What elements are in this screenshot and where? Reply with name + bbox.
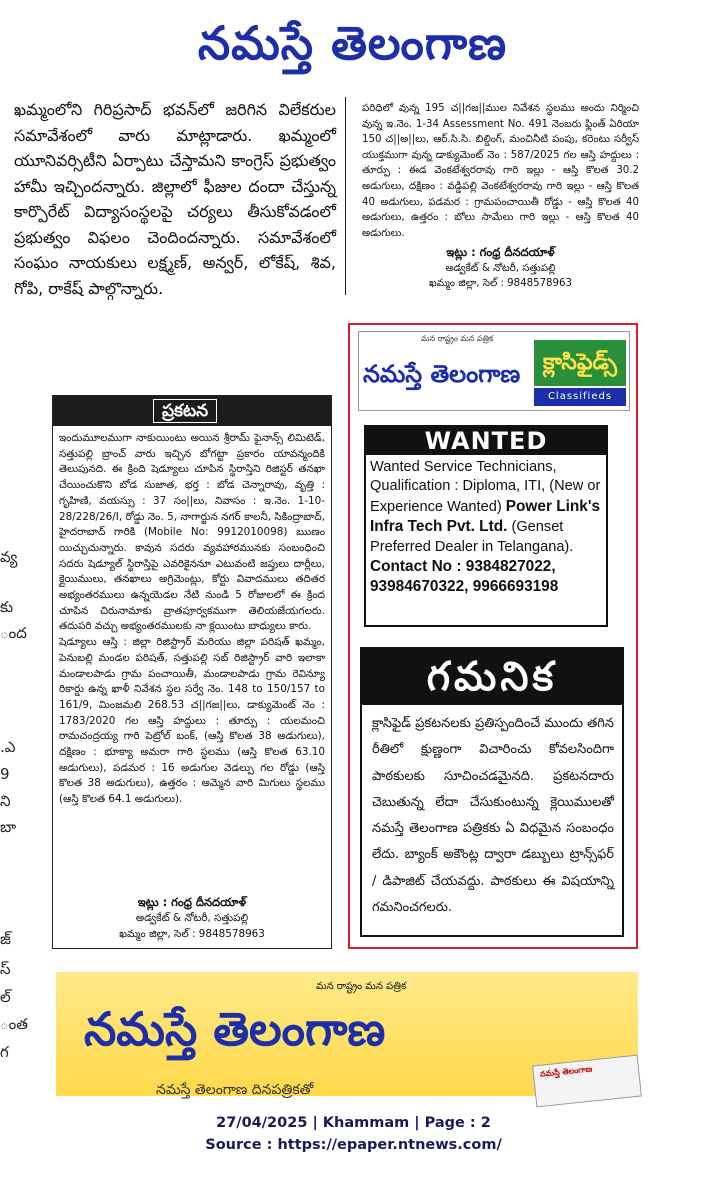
margin-fragment: ల్	[0, 988, 11, 1006]
signature-name: ఇట్లు : గంధ్ర దీనదయాళ్	[446, 245, 555, 259]
wanted-body	[370, 458, 606, 598]
property-notice-text: పరిధిలో వున్న 195 చ||గజ||ముల నివేశన స్థలము అందు నిర్మించి వున్న ఇ.నెం. 1-34 Assessment No. 491 నెంబరు ఫ్లింత్ ఏరియా 150 చ||అ||లు, ఆర్.సి.సి. బిల్డింగ్, మంచినీటి పంపు, కరెంటు సర్వీస్ యుక్తముగా వున్న డాక్యుమెంట్ నెం : 587/2025 గల ఆస్తి హద్దులు : తూర్పు : ఈడ వెంకటేశ్వరరావు గారి ఇల్లు - ఆస్తి కొలత 30.2 అడుగులు, దక్షిణం : వడ్డిపల్లి వెంకటేశ్వరరావు గారి ఇల్లు - ఆస్తి కొలత 40 అడుగులు, పడమర : గ్రామపంచాయితీ రోడ్డు - ఆస్తి కొలత 40 అడుగులు, ఉత్తరం : బోలు సామేలు గారి ఇల్లు - ఆస్తి కొలత 40 అడుగులు.	[362, 103, 639, 239]
logo-classifieds-english: Classifieds	[534, 388, 626, 406]
signature-name: ఇట్లు : గంధ్ర దీనదయాళ్	[137, 895, 247, 909]
wanted-company: Power Link's Infra Tech Pvt. Ltd.	[370, 497, 601, 536]
wanted-heading: WANTED	[366, 427, 606, 455]
prakatana-heading-bar	[53, 396, 331, 426]
newspaper-image	[532, 1055, 642, 1108]
article-paragraph: ఖమ్మంలోని గిరిప్రసాద్ భవన్‌లో జరిగిన విలేకరుల సమావేశంలో వారు మాట్లాడారు. ఖమ్మంలో యూనివర్సిటీని ఏర్పాటు చేస్తామని కాంగ్రెస్ ప్రభుత్వం హామీ ఇచ్చిందన్నారు. జిల్లాలో ఫీజుల దందా చేస్తున్న కార్పొరేట్ విద్యాసంస్థలపై చర్యలు తీసుకోవడంలో ప్రభుత్వం విఫలం చెందిందన్నారు. సమావేశంలో సంఘం నాయకులు లక్ష్మణ్, అన్వర్, లోకేష్, శివ, గోపి, రాకేష్ పాల్గొన్నారు.	[14, 100, 336, 298]
margin-fragment: బా	[0, 818, 17, 836]
margin-fragment: ని	[0, 792, 11, 810]
wanted-contact: Contact No : 9384827022, 93984670322, 9966693198	[370, 558, 559, 596]
page-footer	[0, 1112, 707, 1156]
prakatana-notice	[52, 395, 332, 949]
margin-fragment: జ్	[0, 930, 11, 948]
property-notice-signature	[362, 245, 639, 292]
banner-tagline: మన రాష్ట్రం మన పత్రిక	[316, 981, 407, 992]
logo-brand: నమస్తే తెలంగాణ	[363, 360, 521, 388]
prakatana-body	[59, 431, 325, 808]
property-notice-body	[362, 101, 639, 241]
footer-date-page: 27/04/2025 | Khammam | Page : 2	[216, 1115, 491, 1131]
logo-tagline: మన రాష్ట్రం మన పత్రిక	[421, 334, 494, 343]
signature-role: అడ్వకేట్ & నోటరీ, సత్తుపల్లి	[135, 912, 249, 924]
wanted-ad	[364, 425, 608, 627]
wanted-line-1: Wanted Service Technicians, Qualification : Diploma, ITI, (New or Experience Wanted)	[370, 459, 601, 515]
signature-contact: ఖమ్మం జిల్లా, సెల్ : 9848578963	[119, 928, 265, 940]
margin-fragment: ంత	[0, 1015, 28, 1033]
margin-fragment: వ్య	[0, 548, 18, 566]
signature-contact: ఖమ్మం జిల్లా, సెల్ : 9848578963	[429, 278, 572, 289]
margin-fragment: 9	[0, 765, 10, 783]
margin-fragment: స్	[0, 960, 11, 978]
prakatana-paragraph-1: ఇందుమూలముగా నాకుయింటు అయిన శ్రీరామ్ ఫైనాన్స్ లిమిటెడ్, సత్తుపల్లి బ్రాంచ్ వారు ఇచ్చిన బోగట్టా ప్రకారం యావన్మందికి తెలుపునది. ఈ క్రింది షెడ్యూలు చూపిన స్థిరాస్తిని రిజిస్టర్ తనఖా చేయించుకొని బోడ సుజాత, భర్త : బోడ చెన్నారావు, వృత్తి : గృహిణి, వయస్సు : 37 సం||లు, నివాసం : ఇ.నెం. 1-10-28/228/26/I, రోడ్డు నెం. 5, నాగార్జున నగర్ కాలనీ, సికింద్రాబాద్, హైదరాబాద్ గారికి (Mobile No: 9912010098) ఋణం యిచ్చుచున్నారు. కావున సదరు వ్యవహారమునకు సంబంధించి సదరు షెడ్యూల్ స్థిరాస్తిపై ఎవరికైననూ ఎటువంటి జప్తులు దార్లీలు, క్లైయిములు, తనఖాలు అగ్రిమెంట్లు, కోర్టు వివాదములు తదితర అభ్యంతరములు ఉన్నయెడల నేటి నుండి 5 రోజులలో ఈ క్రింద చూపిన చిరునామాకు వ్రాతపూర్వకముగా తెలియజేయగలరు. తదుపరి వచ్చు అభ్యంతరములకు నా క్లయింటు బాధ్యులు కారు.	[59, 432, 325, 633]
banner-brand: నమస్తే తెలంగాణ	[84, 1002, 386, 1056]
prakatana-signature	[53, 894, 331, 942]
masthead-title: నమస్తే తెలంగాణ	[197, 16, 508, 70]
prakatana-paragraph-2: షెడ్యూలు ఆస్తి : జిల్లా రిజిస్ట్రార్ మరియు జిల్లా పరిషత్ ఖమ్మం, పెనుబల్లి మండల పరిషత్, సత్తుపల్లి సబ్ రిజిస్ట్రార్ వారి ఇలాకా మండాలపాడు గ్రామ పంచాయితీ, మండాలపాడు గ్రామ రెవిన్యూ రికార్డు ఉన్న ఖాళీ నివేశన స్థల సర్వే నెం. 148 to 150/157 to 161/9, మింజమలి 268.53 చ||గజ||లు, డాక్యుమెంట్ నెం : 1783/2020 గల ఆస్తి హద్దులు : తూర్పు : యలమంచి రామచంద్రయ్య గారి పెట్రోల్ బంక్, (ఆస్తి కొలత 38 అడుగులు), దక్షిణం : భూక్యా అమరా గారి స్థలము (ఆస్తి కొలత 63.10 అడుగులు), పడమర : 16 అడుగుల వెడల్పు గల రోడ్డు (ఆస్తి కొలత 38 అడుగులు), ఉత్తరం : అమ్మెన వారి మిగులు స్థలము (ఆస్తి కొలత 64.1 అడుగులు).	[59, 636, 325, 806]
footer-source: Source : https://epaper.ntnews.com/	[205, 1137, 502, 1153]
classifieds-panel	[348, 323, 638, 949]
classifieds-logo	[358, 331, 630, 411]
logo-classifieds-telugu: క్లాసిఫైడ్స్	[534, 340, 626, 386]
caution-heading: గమనిక	[362, 649, 622, 705]
prakatana-heading: ప్రకటన	[153, 399, 217, 423]
margin-fragment: ంద	[0, 624, 27, 642]
article-text	[14, 97, 336, 301]
caution-text: క్లాసిఫైడ్ ప్రకటనలకు ప్రతిస్పందించే ముందు తగిన రీతిలో క్షుణ్ణంగా విచారించు కోవలసిందిగా పాఠకులకు సూచించడమైనది. ప్రకటనదారు చెబుతున్న లేదా చేసుకుంటున్న క్లెయిములతో నమస్తే తెలంగాణ పత్రికకు ఏ విధమైన సంబంధం లేదు. బ్యాంక్ అకౌంట్ల ద్వారా డబ్బులు ట్రాన్స్‌ఫర్ / డిపాజిట్ చేయవద్దు. పాఠకులు ఈ విషయాన్ని గమనించగలరు.	[372, 716, 614, 916]
signature-role: అడ్వకేట్ & నోటరీ, సత్తుపల్లి	[445, 262, 556, 274]
wanted-line-2: (Genset Preferred Dealer in Telangana).	[370, 519, 574, 555]
property-notice	[345, 97, 644, 295]
banner-cut-text: నమస్తే తెలంగాణ దినపత్రికతో	[156, 1082, 314, 1098]
newspaper-label: నమస్తే తెలంగాణ	[539, 1064, 593, 1079]
caution-notice	[360, 647, 624, 937]
margin-fragment: కు	[0, 598, 14, 616]
promo-banner	[56, 972, 638, 1096]
margin-fragment: .ఎ	[0, 738, 16, 756]
margin-fragment: గ	[0, 1043, 9, 1061]
